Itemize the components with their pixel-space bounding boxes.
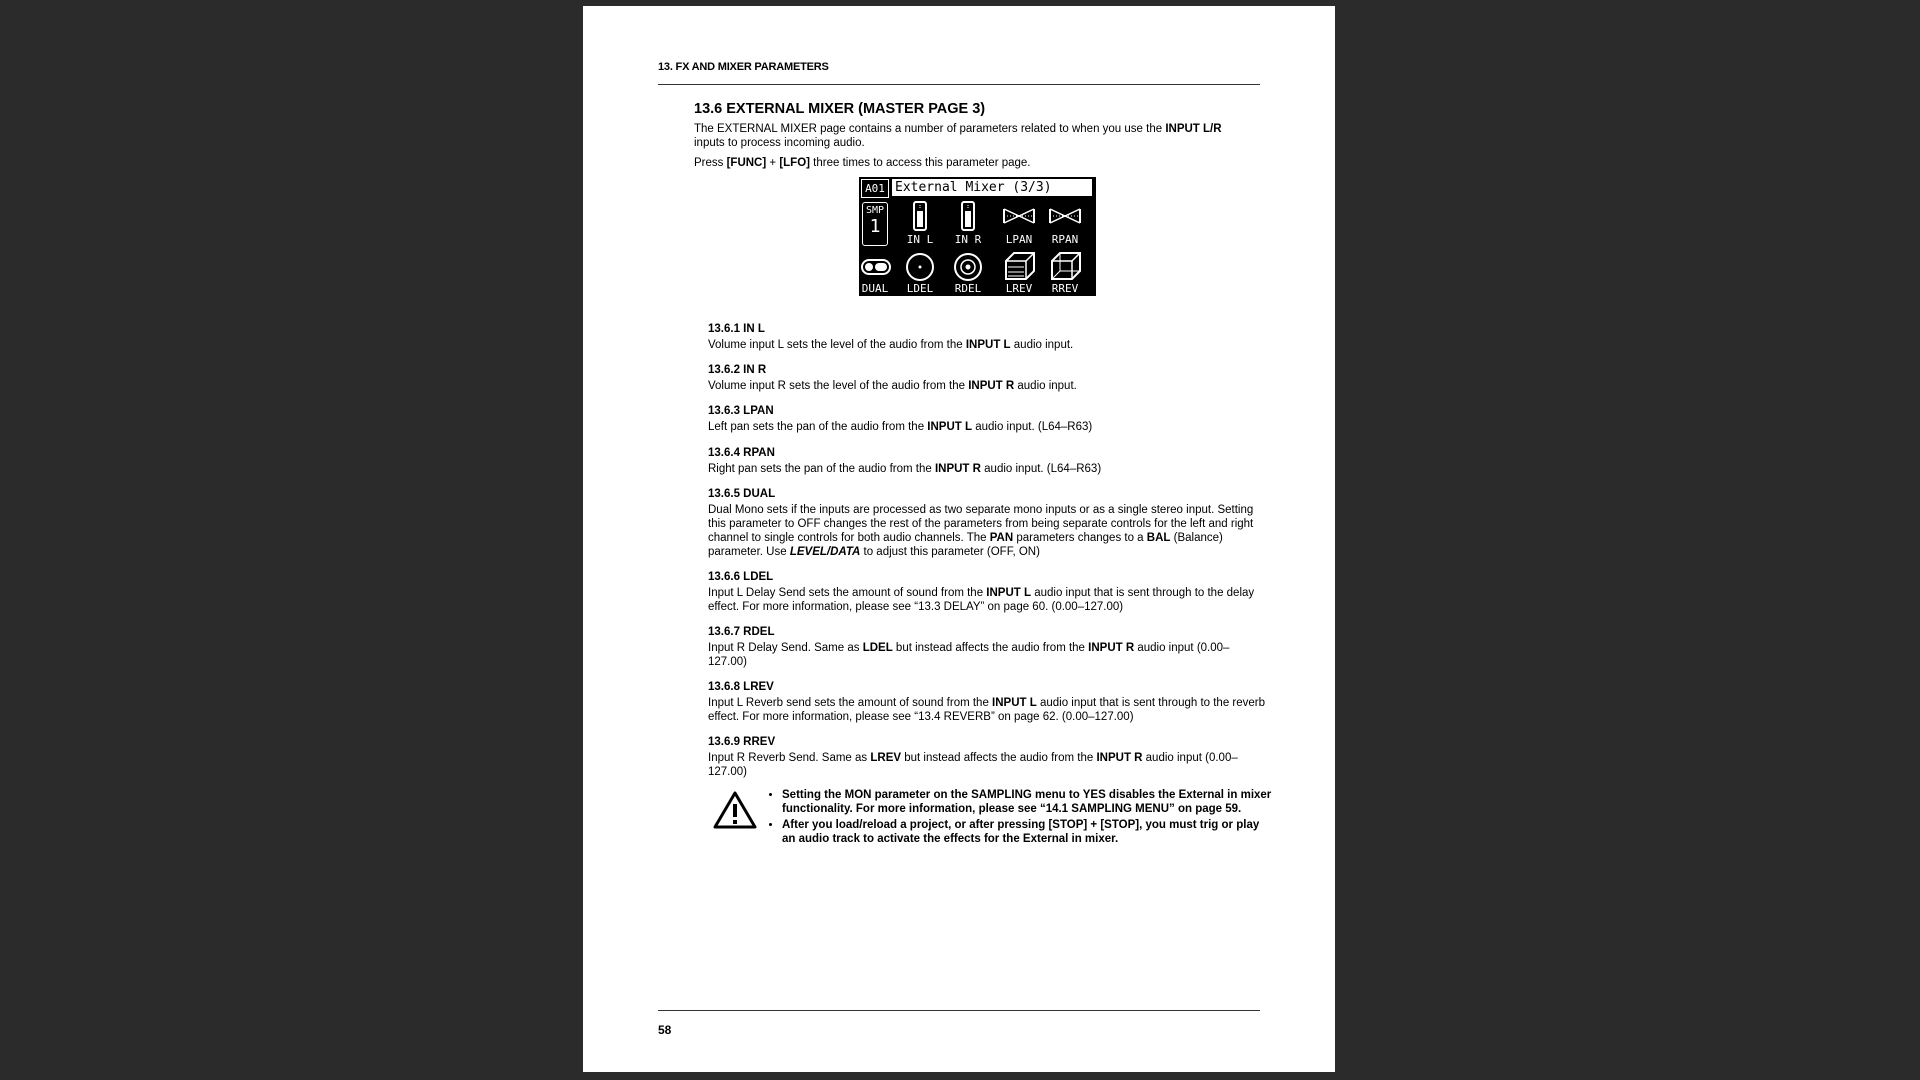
param-rdel [708,625,1268,669]
param-heading: 13.6.1 IN L [708,323,765,335]
param-heading: 13.6.7 RDEL [708,626,775,638]
note-item: • After you load/reload a project, or after pressing [STOP] + [STOP], you must trig or play an audio track to activate the effects for the External in mixer. [782,818,1272,846]
param-dual [708,487,1268,559]
param-heading: 13.6.4 RPAN [708,447,775,459]
lcd-label-rrev: RREV [1051,282,1079,295]
toggle-icon [861,259,891,275]
document-page [583,6,1335,1072]
intro-paragraph-1: The EXTERNAL MIXER page contains a number of parameters related to when you use the INPUT L/R inputs to process incoming audio. [694,123,1222,149]
footer-rule [658,1010,1260,1011]
knob-icon [953,252,983,282]
param-rpan [708,446,1268,476]
lcd-label-in-r: IN R [954,233,982,246]
warning-icon [712,790,758,830]
lcd-program-label: A01 [861,179,889,198]
pan-icon [1048,207,1082,225]
pan-icon [1002,207,1036,225]
param-description: Volume input R sets the level of the audio from the INPUT R audio input. [708,380,1077,392]
param-heading: 13.6.6 LDEL [708,571,774,583]
lcd-label-ldel: LDEL [906,282,934,295]
param-lpan [708,404,1268,434]
section-title: 13.6 EXTERNAL MIXER (MASTER PAGE 3) [694,101,986,117]
param-description: Volume input L sets the level of the audio from the INPUT L audio input. [708,339,1074,351]
lcd-sample-indicator [862,202,888,246]
page-number: 58 [658,1023,672,1037]
param-heading: 13.6.9 RREV [708,736,776,748]
header-rule [658,84,1260,85]
note-item: • Setting the MON parameter on the SAMPLING menu to YES disables the External in mixer functionality. For more information, please see “14.1 SAMPLING MENU” on page 59. [782,788,1272,816]
param-heading: 13.6.5 DUAL [708,488,776,500]
lcd-label-rpan: RPAN [1051,233,1079,246]
param-heading: 13.6.2 IN R [708,364,767,376]
lcd-title-bar: External Mixer (3/3) [892,179,1092,196]
section-intro [694,122,1254,176]
reverb-room-icon [1050,251,1082,281]
lcd-label-in-l: IN L [906,233,934,246]
lcd-smp-label: SMP [865,205,885,216]
intro-paragraph-2: Press [FUNC] + [LFO] three times to access this parameter page. [694,157,1031,169]
param-description: Input R Reverb Send. Same as LREV but instead affects the audio from the INPUT R audio input (0.00–127.00) [708,752,1238,778]
lcd-screenshot [859,177,1096,296]
param-rrev [708,735,1268,779]
chapter-header: 13. FX AND MIXER PARAMETERS [658,61,829,73]
param-heading: 13.6.3 LPAN [708,405,774,417]
param-description: Dual Mono sets if the inputs are processed as two separate mono inputs or as a single stereo input. Setting this parameter to OFF changes the rest of the parameters from being separate controls for the left and right channel to single controls for both audio channels. The PAN parameters changes to a BAL (Balance) parameter. Use LEVEL/DATA to adjust this parameter (OFF, ON) [708,504,1254,558]
fader-icon [961,201,975,231]
lcd-label-lrev: LREV [1005,282,1033,295]
param-description: Input L Delay Send sets the amount of sound from the INPUT L audio input that is sent through to the delay effect. For more information, please see “13.3 DELAY” on page 60. (0.00–127.00) [708,587,1255,613]
lcd-label-rdel: RDEL [954,282,982,295]
lcd-label-lpan: LPAN [1005,233,1033,246]
reverb-room-icon [1004,251,1036,281]
param-ldel [708,570,1268,614]
fader-icon [913,201,927,231]
param-description: Input L Reverb send sets the amount of sound from the INPUT L audio input that is sent through to the reverb effect. For more information, please see “13.4 REVERB” on page 62. (0.00–127.00) [708,697,1266,723]
param-heading: 13.6.8 LREV [708,681,774,693]
lcd-label-dual: DUAL [861,282,889,295]
param-in-r [708,363,1268,393]
param-lrev [708,680,1268,724]
param-description: Left pan sets the pan of the audio from the INPUT L audio input. (L64–R63) [708,421,1093,433]
param-description: Input R Delay Send. Same as LDEL but instead affects the audio from the INPUT R audio input (0.00–127.00) [708,642,1230,668]
note-list [760,788,1272,848]
param-in-l [708,322,1268,352]
param-description: Right pan sets the pan of the audio from the INPUT R audio input. (L64–R63) [708,463,1102,475]
knob-icon [905,252,935,282]
lcd-smp-number: 1 [869,216,881,237]
